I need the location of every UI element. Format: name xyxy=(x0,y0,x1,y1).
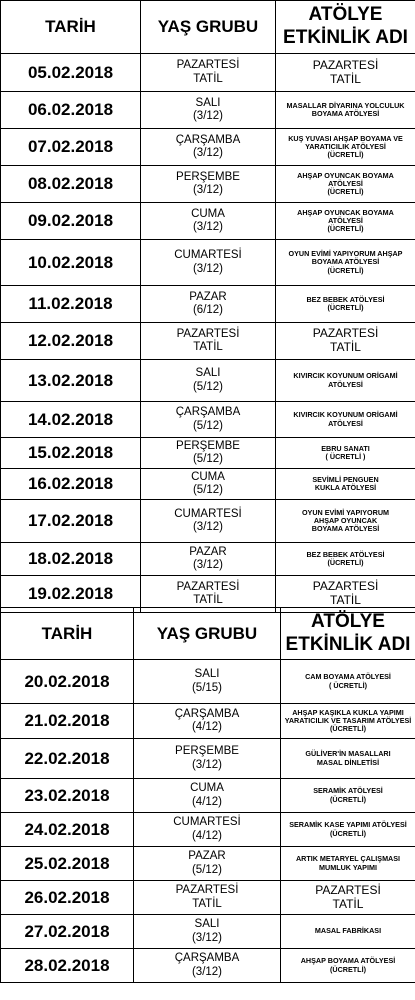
age-group-cell xyxy=(141,402,276,438)
activity-cell xyxy=(281,779,415,813)
age-group-cell xyxy=(134,847,281,881)
date-cell: 13.02.2018 xyxy=(1,360,141,402)
date-cell: 28.02.2018 xyxy=(1,949,134,983)
activity-line: (ÜCRETLİ) xyxy=(330,794,366,804)
day-label: ÇARŞAMBA xyxy=(175,406,241,419)
activity-cell xyxy=(276,469,415,500)
date-cell: 25.02.2018 xyxy=(1,847,134,881)
activity-cell xyxy=(281,881,415,915)
table-row xyxy=(1,543,415,576)
date-cell: 18.02.2018 xyxy=(1,543,141,576)
activity-cell xyxy=(276,203,415,240)
activity-line: PAZARTESİ xyxy=(312,579,379,594)
activity-line: MASALLAR DİYARINA YOLCULUK xyxy=(286,100,405,110)
age-label: (5/12) xyxy=(192,484,224,496)
date-cell: 11.02.2018 xyxy=(1,286,141,323)
age-group-cell xyxy=(141,500,276,543)
table-row xyxy=(1,54,415,92)
activity-line: AHŞAP OYUNCAK BOYAMA xyxy=(297,207,394,217)
table-row xyxy=(1,402,415,438)
date-cell: 14.02.2018 xyxy=(1,402,141,438)
day-label: PAZAR xyxy=(189,290,227,303)
activity-line: EBRU SANATI xyxy=(321,443,370,453)
activity-line: ATÖLYESİ xyxy=(328,379,363,389)
activity-line: BEZ BEBEK ATÖLYESİ xyxy=(306,294,385,304)
age-label: (5/12) xyxy=(192,380,224,393)
date-cell: 07.02.2018 xyxy=(1,129,141,166)
age-label: (3/12) xyxy=(192,184,224,196)
date-cell: 12.02.2018 xyxy=(1,323,141,360)
activity-cell xyxy=(276,500,415,543)
age-group-cell xyxy=(141,286,276,323)
activity-line: ARTIK METARYEL ÇALIŞMASI xyxy=(295,854,401,864)
age-group-cell xyxy=(141,360,276,402)
activity-line: (ÜCRETLİ) xyxy=(330,724,366,734)
table-row xyxy=(1,660,415,704)
activity-line: CAM BOYAMA ATÖLYESİ xyxy=(305,672,391,682)
activity-line: (ÜCRETLİ) xyxy=(327,265,364,275)
activity-line: GÜLİVER'İN MASALLARI xyxy=(305,749,391,759)
activity-line: TATİL xyxy=(330,71,361,86)
activity-line: (ÜCRETLİ) xyxy=(327,187,364,197)
table-row xyxy=(1,323,415,360)
activity-cell xyxy=(276,286,415,323)
day-label: CUMA xyxy=(191,207,225,220)
date-cell: 27.02.2018 xyxy=(1,915,134,949)
header-date: TARİH xyxy=(1,1,141,54)
activity-line: KUŞ YUVASI AHŞAP BOYAMA VE xyxy=(288,133,403,143)
table-row xyxy=(1,129,415,166)
date-cell: 24.02.2018 xyxy=(1,813,134,847)
activity-cell xyxy=(281,847,415,881)
table-row xyxy=(1,881,415,915)
table-row xyxy=(1,500,415,543)
age-label: (3/12) xyxy=(192,110,224,122)
day-label: CUMARTESİ xyxy=(173,816,241,829)
activity-cell xyxy=(281,949,415,983)
age-label: (4/12) xyxy=(191,795,223,808)
schedule-table-2 xyxy=(0,607,415,983)
table-row xyxy=(1,779,415,813)
day-label: PERŞEMBE xyxy=(175,745,239,758)
age-group-cell xyxy=(141,438,276,469)
activity-line: ( ÜCRETLİ) xyxy=(329,680,367,690)
age-group-cell xyxy=(141,92,276,129)
date-cell: 26.02.2018 xyxy=(1,881,134,915)
table-row xyxy=(1,286,415,323)
activity-cell xyxy=(276,543,415,576)
activity-line: TATİL xyxy=(330,593,361,607)
age-group-cell xyxy=(141,203,276,240)
day-label: ÇARŞAMBA xyxy=(175,133,241,146)
age-label: (4/12) xyxy=(191,721,223,733)
age-group-cell xyxy=(141,323,276,360)
day-label: PAZAR xyxy=(189,545,227,558)
activity-cell xyxy=(276,240,415,286)
date-cell: 09.02.2018 xyxy=(1,203,141,240)
table-row xyxy=(1,949,415,983)
age-group-cell xyxy=(134,881,281,915)
age-group-cell xyxy=(141,469,276,500)
activity-line: KIVIRCIK KOYUNUM ORİGAMİ xyxy=(293,371,398,381)
header-age-group: YAŞ GRUBU xyxy=(134,608,281,660)
activity-line: TATİL xyxy=(332,896,364,911)
day-label: CUMA xyxy=(190,782,224,795)
age-label: (3/12) xyxy=(192,221,224,233)
header-age-group: YAŞ GRUBU xyxy=(141,1,276,54)
date-cell: 22.02.2018 xyxy=(1,739,134,779)
table-row xyxy=(1,203,415,240)
age-label: (5/12) xyxy=(192,453,224,465)
date-cell: 15.02.2018 xyxy=(1,438,141,469)
day-label: CUMA xyxy=(191,470,225,483)
header-activity xyxy=(281,608,415,660)
activity-line: BOYAMA ATÖLYESİ xyxy=(311,257,380,267)
date-cell: 05.02.2018 xyxy=(1,54,141,92)
header-activity-line2: ETKİNLİK ADI xyxy=(283,27,408,48)
activity-line: (ÜCRETLİ) xyxy=(330,964,366,974)
activity-line: ( ÜCRETLİ ) xyxy=(325,452,366,461)
day-label: SALI xyxy=(195,96,221,109)
age-label: TATİL xyxy=(192,897,222,910)
age-group-cell xyxy=(134,660,281,704)
date-cell: 06.02.2018 xyxy=(1,92,141,129)
table-row xyxy=(1,240,415,286)
activity-cell xyxy=(281,704,415,739)
activity-cell xyxy=(276,438,415,469)
age-group-cell xyxy=(134,739,281,779)
table-row xyxy=(1,438,415,469)
age-group-cell xyxy=(141,166,276,203)
activity-line: PAZARTESİ xyxy=(315,882,381,897)
activity-line: ATÖLYESİ xyxy=(328,215,363,225)
activity-cell xyxy=(276,360,415,402)
activity-line: (ÜCRETLİ) xyxy=(327,558,364,567)
table-row xyxy=(1,360,415,402)
header-activity-line1: ATÖLYE xyxy=(311,610,385,632)
activity-line: ATÖLYESİ xyxy=(328,178,363,188)
header-date: TARİH xyxy=(1,608,134,660)
activity-line: (ÜCRETLİ) xyxy=(330,828,366,838)
age-group-cell xyxy=(134,949,281,983)
day-label: ÇARŞAMBA xyxy=(174,952,240,965)
age-label: (3/12) xyxy=(191,758,223,771)
age-label: (5/12) xyxy=(191,863,223,876)
activity-line: KIVIRCIK KOYUNUM ORİGAMİ xyxy=(293,410,398,420)
header-activity-line1: ATÖLYE xyxy=(308,4,383,26)
activity-line: BOYAMA ATÖLYESİ xyxy=(311,109,380,118)
age-group-cell xyxy=(134,704,281,739)
activity-cell xyxy=(276,166,415,203)
activity-line: SEVİMLİ PENGUEN xyxy=(312,474,379,484)
day-label: SALI xyxy=(195,367,221,380)
activity-line: MASAL DİNLETİSİ xyxy=(316,757,380,767)
age-group-cell xyxy=(141,129,276,166)
age-group-cell xyxy=(134,813,281,847)
day-label: PAZARTESİ xyxy=(176,327,240,340)
day-label: PAZARTESİ xyxy=(176,580,240,593)
table-row xyxy=(1,469,415,500)
activity-cell xyxy=(281,660,415,704)
header-activity-line2: ETKİNLİK ADI xyxy=(285,633,411,655)
table-row xyxy=(1,915,415,949)
activity-line: SERAMİK ATÖLYESİ xyxy=(313,786,383,796)
activity-line: KUKLA ATÖLYESİ xyxy=(314,483,377,492)
activity-cell xyxy=(276,402,415,438)
activity-line: (ÜCRETLİ) xyxy=(327,303,364,312)
activity-line: BEZ BEBEK ATÖLYESİ xyxy=(306,549,385,559)
age-label: (6/12) xyxy=(192,304,224,316)
activity-line: OYUN EVİMİ YAPIYORUM AHŞAP xyxy=(288,249,403,259)
activity-line: ATÖLYESİ xyxy=(328,418,363,428)
day-label: PAZARTESİ xyxy=(176,59,240,72)
activity-line: AHŞAP BOYAMA ATÖLYESİ xyxy=(300,956,396,966)
day-label: SALI xyxy=(194,918,220,931)
age-group-cell xyxy=(134,915,281,949)
date-cell: 16.02.2018 xyxy=(1,469,141,500)
date-cell: 17.02.2018 xyxy=(1,500,141,543)
table-row xyxy=(1,847,415,881)
day-label: PAZAR xyxy=(188,850,226,863)
age-label: (3/12) xyxy=(191,965,223,978)
age-label: (5/15) xyxy=(191,681,223,694)
activity-cell xyxy=(276,323,415,360)
age-group-cell xyxy=(141,543,276,576)
activity-cell xyxy=(276,54,415,92)
activity-line: MUMLUK YAPIMI xyxy=(319,862,377,872)
activity-line: YARATICILIK VE TASARIM ATÖLYESİ xyxy=(284,715,412,725)
table-row xyxy=(1,92,415,129)
age-label: (3/12) xyxy=(192,521,224,533)
day-label: PAZARTESİ xyxy=(175,884,239,897)
activity-line: TATİL xyxy=(330,340,361,354)
day-label: ÇARŞAMBA xyxy=(174,707,240,720)
day-label: PERŞEMBE xyxy=(176,170,240,183)
activity-line: AHŞAP OYUNCAK BOYAMA xyxy=(297,170,394,180)
activity-line: AHŞAP KAŞIKLA KUKLA YAPIMI xyxy=(292,707,404,717)
age-label: (3/12) xyxy=(191,931,223,944)
activity-cell xyxy=(281,915,415,949)
date-cell: 10.02.2018 xyxy=(1,240,141,286)
activity-cell xyxy=(281,739,415,779)
activity-cell xyxy=(276,92,415,129)
activity-cell xyxy=(276,129,415,166)
age-label: TATİL xyxy=(193,341,223,353)
activity-line: MASAL FABRİKASI xyxy=(314,926,382,936)
age-label: (3/12) xyxy=(192,262,224,275)
age-group-cell xyxy=(141,240,276,286)
age-group-cell xyxy=(141,54,276,92)
activity-line: OYUN EVİMİ YAPIYORUM xyxy=(301,507,390,517)
age-label: (3/12) xyxy=(192,147,224,159)
age-label: TATİL xyxy=(193,72,223,85)
table-row xyxy=(1,813,415,847)
age-label: TATİL xyxy=(193,594,223,606)
day-label: CUMARTESİ xyxy=(174,249,242,262)
table-row xyxy=(1,166,415,203)
table-row xyxy=(1,704,415,739)
day-label: CUMARTESİ xyxy=(174,507,242,520)
activity-line: SERAMİK KASE YAPIMI ATÖLYESİ xyxy=(289,820,407,830)
age-group-cell xyxy=(134,779,281,813)
activity-line: (ÜCRETLİ) xyxy=(327,224,364,234)
activity-line: (ÜCRETLİ) xyxy=(327,150,364,160)
day-label: SALI xyxy=(194,668,220,681)
table-header-row xyxy=(1,608,415,660)
age-label: (5/12) xyxy=(192,419,224,432)
date-cell: 19.02.2018 xyxy=(1,576,141,613)
date-cell: 08.02.2018 xyxy=(1,166,141,203)
activity-line: YARATICILIK ATÖLYESİ xyxy=(305,141,386,151)
age-label: (4/12) xyxy=(191,829,223,842)
day-label: PERŞEMBE xyxy=(176,439,240,452)
table-header-row xyxy=(1,1,415,54)
date-cell: 21.02.2018 xyxy=(1,704,134,739)
table-row xyxy=(1,739,415,779)
activity-line: BOYAMA ATÖLYESİ xyxy=(311,524,380,534)
activity-line: PAZARTESİ xyxy=(312,57,379,72)
age-label: (3/12) xyxy=(192,559,224,571)
date-cell: 20.02.2018 xyxy=(1,660,134,704)
date-cell: 23.02.2018 xyxy=(1,779,134,813)
activity-cell xyxy=(281,813,415,847)
activity-line: AHŞAP OYUNCAK xyxy=(313,515,378,525)
activity-line: PAZARTESİ xyxy=(312,326,379,341)
header-activity xyxy=(276,1,415,54)
